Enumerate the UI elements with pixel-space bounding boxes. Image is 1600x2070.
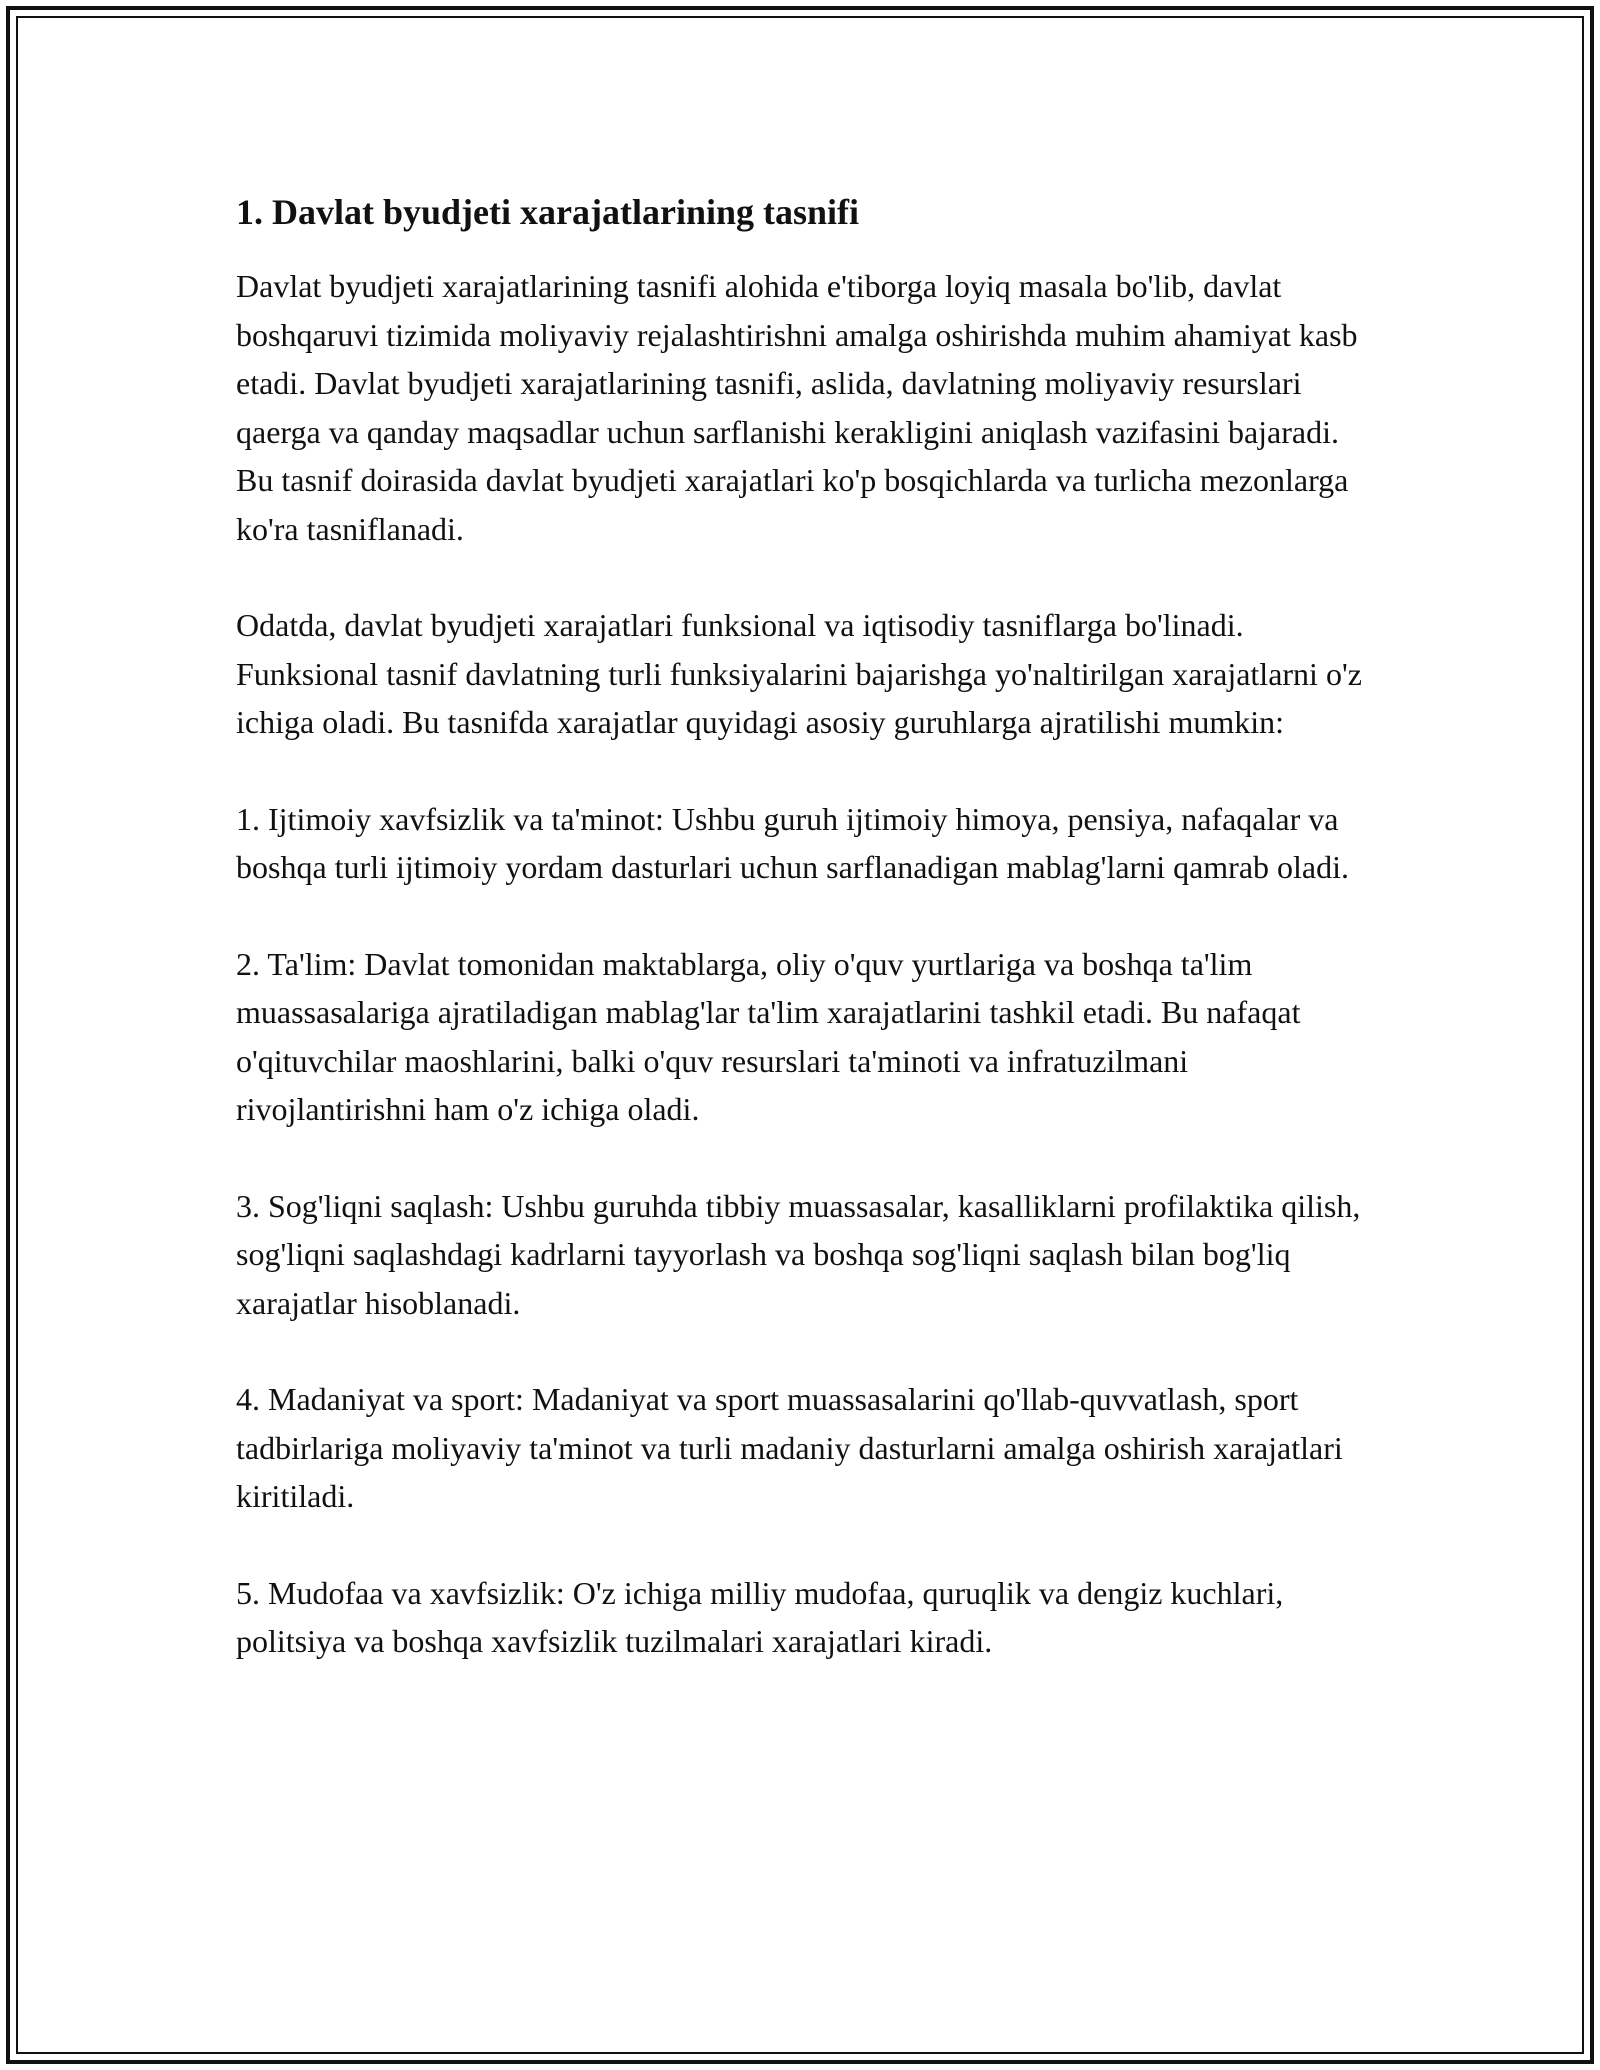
list-item-culture-sport: 4. Madaniyat va sport: Madaniyat va sport muassasalarini qo'llab-quvvatlash, sport tadbirlariga moliyaviy ta'minot va turli madaniy dasturlarni amalga oshirish xarajatlari kiritiladi. bbox=[236, 1381, 1343, 1514]
list-item-social-security: 1. Ijtimoiy xavfsizlik va ta'minot: Ushbu guruh ijtimoiy himoya, pensiya, nafaqalar va boshqa turli ijtimoiy yordam dasturlari uchun sarflanadigan mablag'larni qamrab oladi. bbox=[236, 800, 1350, 885]
document-body bbox=[236, 186, 1376, 1714]
paragraph-intro: Davlat byudjeti xarajatlarining tasnifi alohida e'tiborga loyiq masala bo'lib, davlat boshqaruvi tizimida moliyaviy rejalashtirishni amalga oshirishda muhim ahamiyat kasb etadi. Davlat byudjeti xarajatlarining tasnifi, aslida, davlatning moliyaviy resurslari qaerga va qanday maqsadlar uchun sarflanishi kerakligini aniqlash vazifasini bajaradi. Bu tasnif doirasida davlat byudjeti xarajatlari ko'p bosqichlarda va turlicha mezonlarga ko'ra tasniflanadi. bbox=[236, 268, 1358, 547]
list-item-education: 2. Ta'lim: Davlat tomonidan maktablarga, oliy o'quv yurtlariga va boshqa ta'lim muassasalariga ajratiladigan mablag'lar ta'lim xarajatlarini tashkil etadi. Bu nafaqat o'qituvchilar maoshlarini, balki o'quv resurslari ta'minoti va infratuzilmani rivojlantirishni ham o'z ichiga oladi. bbox=[236, 945, 1301, 1127]
paragraph-classification: Odatda, davlat byudjeti xarajatlari funksional va iqtisodiy tasniflarga bo'linadi. Funksional tasnif davlatning turli funksiyalarini bajarishga yo'naltirilgan xarajatlarni o'z ichiga oladi. Bu tasnifda xarajatlar quyidagi asosiy guruhlarga ajratilishi mumkin: bbox=[236, 607, 1362, 740]
document-title: 1. Davlat byudjeti xarajatlarining tasnifi bbox=[236, 192, 860, 232]
list-item-healthcare: 3. Sog'liqni saqlash: Ushbu guruhda tibbiy muassasalar, kasalliklarni profilaktika qilish, sog'liqni saqlashdagi kadrlarni tayyorlash va boshqa sog'liqni saqlash bilan bog'liq xarajatlar hisoblanadi. bbox=[236, 1187, 1361, 1321]
list-item-defense-security: 5. Mudofaa va xavfsizlik: O'z ichiga milliy mudofaa, quruqlik va dengiz kuchlari, politsiya va boshqa xavfsizlik tuzilmalari xarajatlari kiradi. bbox=[236, 1574, 1284, 1659]
